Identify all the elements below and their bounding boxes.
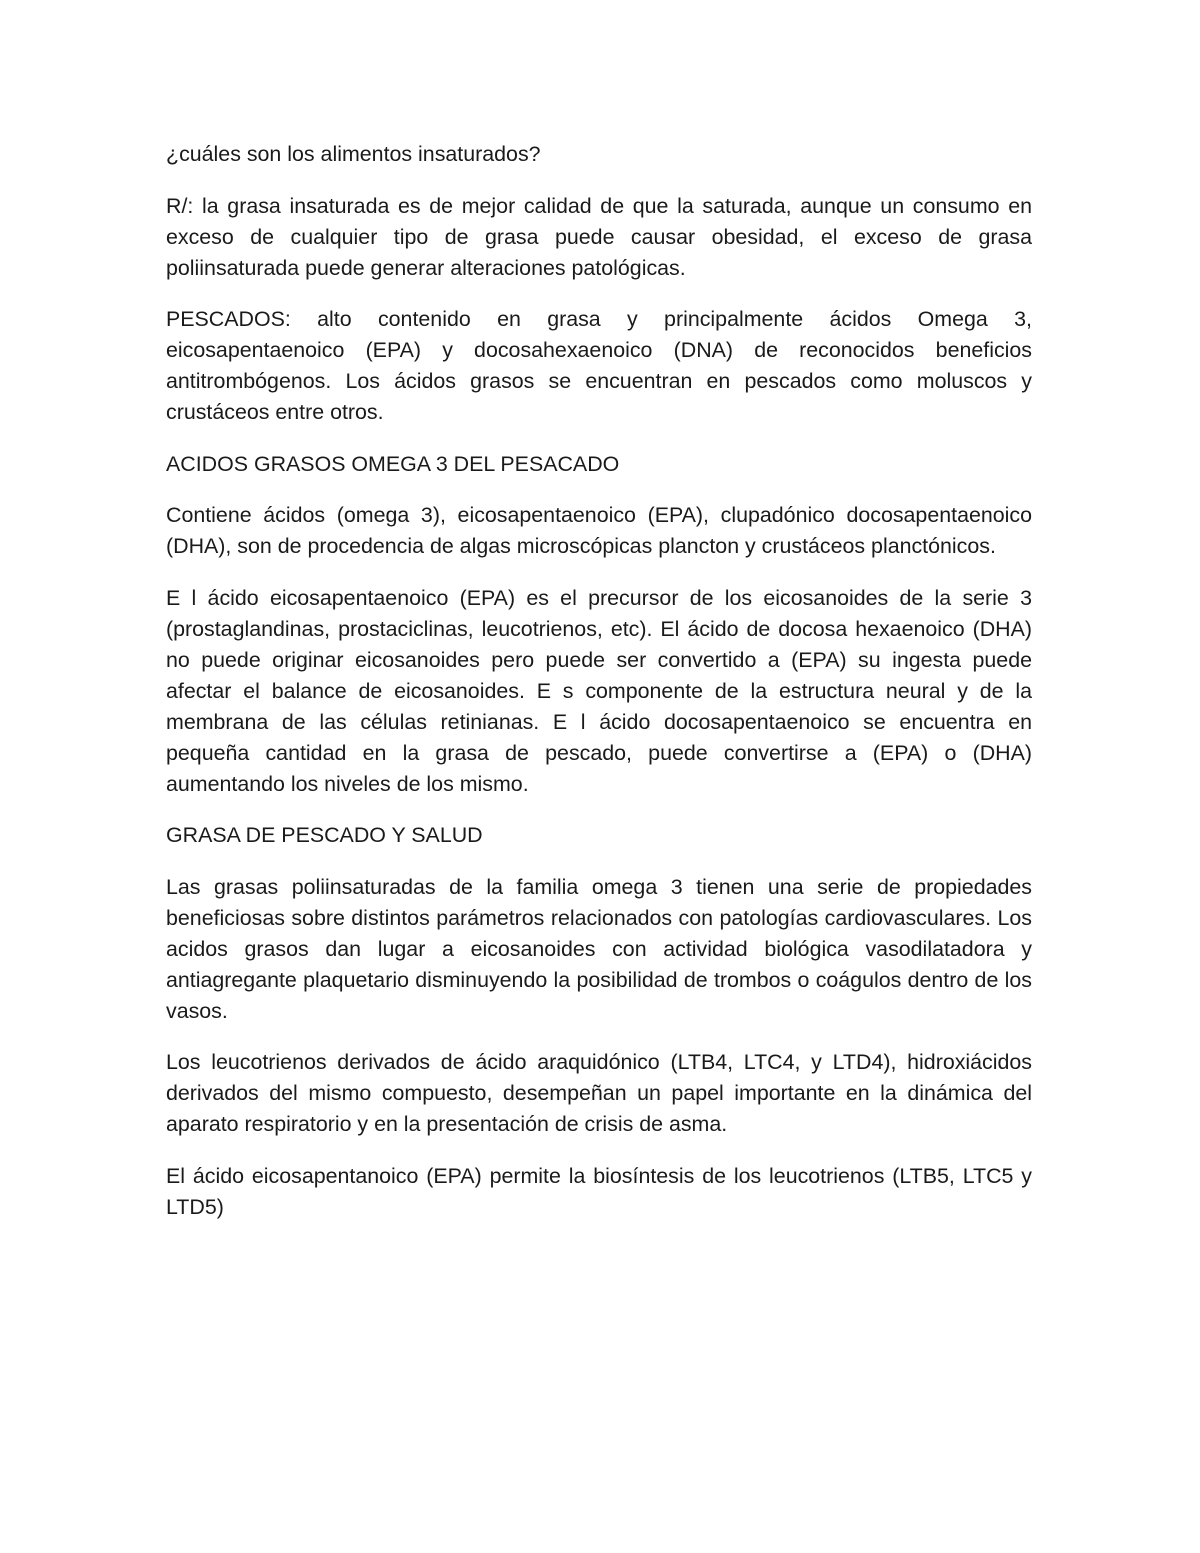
section-heading-health: GRASA DE PESCADO Y SALUD	[166, 823, 483, 847]
question-line: ¿cuáles son los alimentos insaturados?	[166, 142, 541, 166]
answer-paragraph: R/: la grasa insaturada es de mejor calidad de que la saturada, aunque un consumo en exceso de cualquier tipo de grasa puede causar obesidad, el exceso de grasa poliinsaturada puede generar alteraciones patológicas.	[166, 193, 1032, 280]
health-paragraph-grasas: Las grasas poliinsaturadas de la familia omega 3 tienen una serie de propiedades beneficiosas sobre distintos parámetros relacionados con patologías cardiovasculares. Los acidos grasos dan lugar a eicosanoides con actividad biológica vasodilatadora y antiagregante plaquetario disminuyendo la posibilidad de trombos o coágulos dentro de los vasos.	[166, 874, 1032, 1023]
omega-paragraph-epa: E l ácido eicosapentaenoico (EPA) es el precursor de los eicosanoides de la serie 3 (prostaglandinas, prostaciclinas, leucotrienos, etc). El ácido de docosa hexaenoico (DHA) no puede originar eicosanoides pero puede ser convertido a (EPA) su ingesta puede afectar el balance de eicosanoides. E s componente de la estructura neural y de la membrana de las células retinianas. E l ácido docosapentaenoico se encuentra en pequeña cantidad en la grasa de pescado, puede convertirse a (EPA) o (DHA) aumentando los niveles de los mismo.	[166, 585, 1032, 796]
document-body	[166, 139, 1032, 1243]
section-heading-omega: ACIDOS GRASOS OMEGA 3 DEL PESACADO	[166, 451, 620, 476]
health-paragraph-leucotrienos: Los leucotrienos derivados de ácido araquidónico (LTB4, LTC4, y LTD4), hidroxiácidos derivados del mismo compuesto, desempeñan un papel importante en la dinámica del aparato respiratorio y en la presentación de crisis de asma.	[166, 1050, 1032, 1136]
pescados-paragraph: PESCADOS: alto contenido en grasa y principalmente ácidos Omega 3, eicosapentaenoico (EPA) y docosahexaenoico (DNA) de reconocidos beneficios antitrombógenos. Los ácidos grasos se encuentran en pescados como moluscos y crustáceos entre otros.	[166, 307, 1032, 424]
omega-paragraph-contiene: Contiene ácidos (omega 3), eicosapentaenoico (EPA), clupadónico docosapentaenoico (DHA), son de procedencia de algas microscópicas plancton y crustáceos planctónicos.	[166, 503, 1032, 558]
health-paragraph-epa: El ácido eicosapentanoico (EPA) permite la biosíntesis de los leucotrienos (LTB5, LTC5 y LTD5)	[166, 1163, 1032, 1219]
